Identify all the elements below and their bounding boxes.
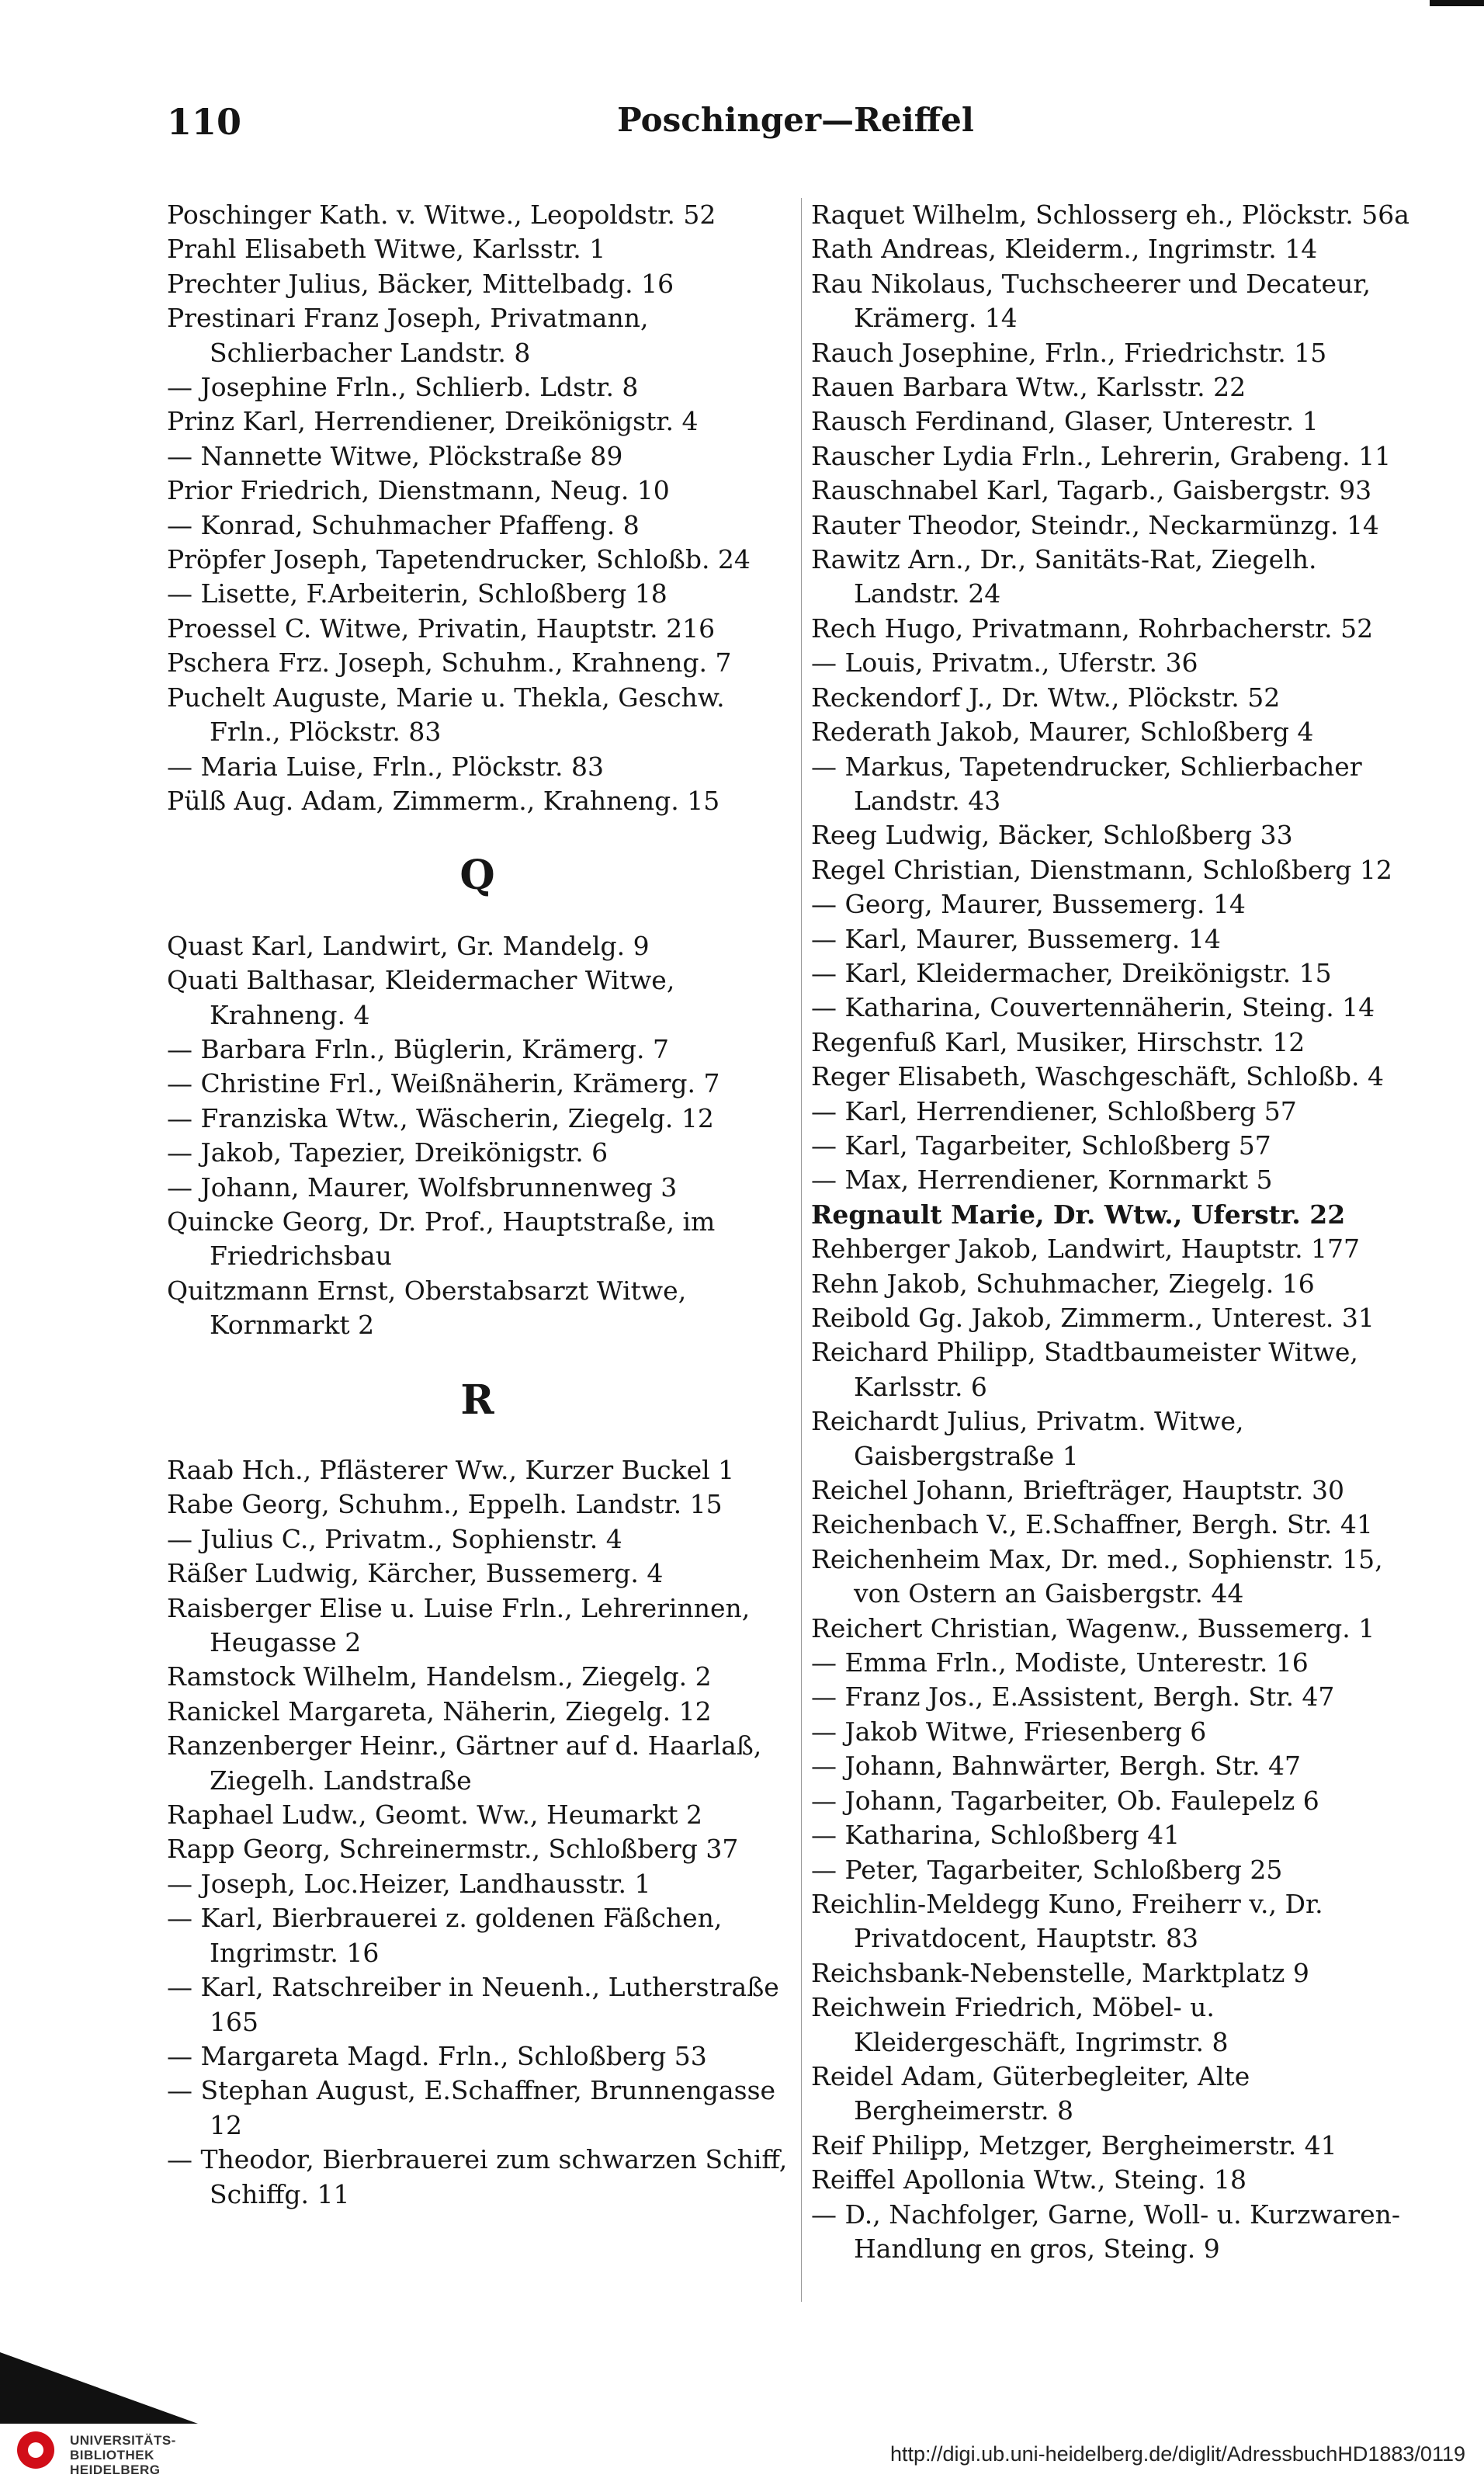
column-divider — [801, 198, 802, 2302]
directory-entry: Rath Andreas, Kleiderm., Ingrimstr. 14 — [811, 234, 1318, 265]
directory-entry: — Julius C., Privatm., Sophienstr. 4 — [167, 1523, 622, 1554]
directory-entry: — Emma Frln., Modiste, Unterestr. 16 — [811, 1647, 1309, 1678]
directory-entry: Quitzmann Ernst, Oberstabsarzt Witwe, Kornmarkt 2 — [167, 1275, 687, 1341]
right-column — [811, 198, 1424, 2266]
directory-entry: Prinz Karl, Herrendiener, Dreikönigstr. 4 — [167, 406, 699, 437]
directory-entry: — Franz Jos., E.Assistent, Bergh. Str. 47 — [811, 1682, 1335, 1713]
directory-entry: Reichard Philipp, Stadtbaumeister Witwe, Karlsstr. 6 — [811, 1337, 1358, 1402]
directory-entry: Rech Hugo, Privatmann, Rohrbacherstr. 52 — [811, 613, 1374, 644]
directory-entry: — Karl, Maurer, Bussemerg. 14 — [811, 923, 1221, 954]
directory-entry: Pülß Aug. Adam, Zimmerm., Krahneng. 15 — [167, 785, 720, 816]
directory-entry: Prior Friedrich, Dienstmann, Neug. 10 — [167, 475, 670, 506]
directory-entry: Rauscher Lydia Frln., Lehrerin, Grabeng. 11 — [811, 440, 1392, 471]
directory-entry: Regel Christian, Dienstmann, Schloßberg 12 — [811, 854, 1392, 885]
directory-entry: — Josephine Frln., Schlierb. Ldstr. 8 — [167, 372, 639, 403]
directory-entry: Quincke Georg, Dr. Prof., Hauptstraße, im Friedrichsbau — [167, 1206, 716, 1272]
directory-entry: Reichenbach V., E.Schaffner, Bergh. Str. 41 — [811, 1509, 1373, 1540]
directory-entry: Regenfuß Karl, Musiker, Hirschstr. 12 — [811, 1026, 1305, 1057]
scan-corner-mark — [1430, 0, 1484, 6]
directory-entry: Reeg Ludwig, Bäcker, Schloßberg 33 — [811, 820, 1293, 851]
directory-entry: — Louis, Privatm., Uferstr. 36 — [811, 647, 1198, 679]
page-header — [167, 101, 1424, 171]
directory-entry: — Maria Luise, Frln., Plöckstr. 83 — [167, 751, 604, 782]
library-name-line: UNIVERSITÄTS- — [70, 2433, 176, 2448]
directory-entry: — Georg, Maurer, Bussemerg. 14 — [811, 889, 1246, 920]
directory-entry: Reichenheim Max, Dr. med., Sophienstr. 15, von Ostern an Gaisbergstr. 44 — [811, 1543, 1383, 1609]
directory-entry: Reckendorf J., Dr. Wtw., Plöckstr. 52 — [811, 682, 1281, 713]
directory-entry: — Konrad, Schuhmacher Pfaffeng. 8 — [167, 509, 640, 540]
directory-entry: — Max, Herrendiener, Kornmarkt 5 — [811, 1164, 1273, 1196]
directory-entry: — Lisette, F.Arbeiterin, Schloßberg 18 — [167, 578, 667, 609]
directory-entry: — Peter, Tagarbeiter, Schloßberg 25 — [811, 1854, 1283, 1885]
directory-entry: Rawitz Arn., Dr., Sanitäts-Rat, Ziegelh. Landstr. 24 — [811, 544, 1317, 609]
directory-entry: Räßer Ludwig, Kärcher, Bussemerg. 4 — [167, 1558, 664, 1589]
directory-entry: Quati Balthasar, Kleidermacher Witwe, Krahneng. 4 — [167, 965, 675, 1030]
directory-entry: Rauter Theodor, Steindr., Neckarmünzg. 14 — [811, 509, 1379, 540]
directory-entry: Poschinger Kath. v. Witwe., Leopoldstr. 52 — [167, 200, 716, 230]
directory-entry: — Johann, Maurer, Wolfsbrunnenweg 3 — [167, 1171, 678, 1203]
directory-entry: — Johann, Bahnwärter, Bergh. Str. 47 — [811, 1751, 1301, 1782]
page-footer — [0, 2352, 1484, 2485]
directory-entry: Ranzenberger Heinr., Gärtner auf d. Haarlaß, Ziegelh. Landstraße — [167, 1730, 762, 1796]
directory-entry: — Barbara Frln., Büglerin, Krämerg. 7 — [167, 1033, 669, 1064]
directory-entry: — Theodor, Bierbrauerei zum schwarzen Schiff, Schiffg. 11 — [167, 2144, 788, 2209]
directory-entry: — Stephan August, E.Schaffner, Brunnengasse 12 — [167, 2075, 776, 2140]
directory-entry: Raquet Wilhelm, Schlosserg eh., Plöckstr. 56a — [811, 200, 1409, 230]
left-column — [167, 198, 788, 2212]
directory-entry: Pschera Frz. Joseph, Schuhm., Krahneng. 7 — [167, 647, 732, 679]
directory-entry: Prahl Elisabeth Witwe, Karlsstr. 1 — [167, 234, 606, 265]
directory-entry: — Joseph, Loc.Heizer, Landhausstr. 1 — [167, 1868, 651, 1899]
directory-entry: Rapp Georg, Schreinermstr., Schloßberg 37 — [167, 1834, 739, 1865]
directory-entry: — Christine Frl., Weißnäherin, Krämerg. 7 — [167, 1068, 720, 1099]
directory-entry: — Karl, Ratschreiber in Neuenh., Lutherstraße 165 — [167, 1972, 779, 2037]
directory-entry: Prestinari Franz Joseph, Privatmann, Schlierbacher Landstr. 8 — [167, 303, 649, 368]
directory-entry: Reidel Adam, Güterbegleiter, Alte Bergheimerstr. 8 — [811, 2060, 1250, 2126]
directory-entry: Rehberger Jakob, Landwirt, Hauptstr. 177 — [811, 1234, 1361, 1265]
directory-entry: Ranickel Margareta, Näherin, Ziegelg. 12 — [167, 1695, 712, 1727]
directory-entry: Prechter Julius, Bäcker, Mittelbadg. 16 — [167, 268, 674, 299]
directory-entry: — Franziska Wtw., Wäscherin, Ziegelg. 12 — [167, 1102, 714, 1133]
directory-entry: — Karl, Tagarbeiter, Schloßberg 57 — [811, 1130, 1271, 1161]
directory-entry: — Karl, Kleidermacher, Dreikönigstr. 15 — [811, 957, 1332, 988]
directory-entry: — Jakob Witwe, Friesenberg 6 — [811, 1716, 1207, 1747]
directory-entry: Raphael Ludw., Geomt. Ww., Heumarkt 2 — [167, 1800, 703, 1831]
directory-entry: Reiffel Apollonia Wtw., Steing. 18 — [811, 2164, 1246, 2195]
directory-entry: — Markus, Tapetendrucker, Schlierbacher Landstr. 43 — [811, 751, 1362, 816]
directory-entry: Rauen Barbara Wtw., Karlsstr. 22 — [811, 372, 1246, 403]
source-url-link[interactable]: http://digi.ub.uni-heidelberg.de/diglit/AdressbuchHD1883/0119 — [890, 2442, 1465, 2466]
directory-entry: — Nannette Witwe, Plöckstraße 89 — [167, 440, 623, 471]
library-name-line: BIBLIOTHEK — [70, 2448, 154, 2462]
directory-entry: Rausch Ferdinand, Glaser, Unterestr. 1 — [811, 406, 1319, 437]
directory-entry: Rauch Josephine, Frln., Friedrichstr. 15 — [811, 337, 1327, 368]
directory-entry: — Katharina, Couvertennäherin, Steing. 14 — [811, 992, 1375, 1023]
directory-entry: Pröpfer Joseph, Tapetendrucker, Schloßb. 24 — [167, 544, 751, 575]
directory-entry: Reichlin-Meldegg Kuno, Freiherr v., Dr. Privatdocent, Hauptstr. 83 — [811, 1888, 1323, 1954]
running-title: Poschinger—Reiffel — [617, 101, 974, 139]
page-number: 110 — [167, 101, 242, 143]
directory-entry: Reichardt Julius, Privatm. Witwe, Gaisbergstraße 1 — [811, 1406, 1244, 1471]
directory-entry: — D., Nachfolger, Garne, Woll- u. Kurzwaren-Handlung en gros, Steing. 9 — [811, 2199, 1401, 2264]
directory-entry: Reichwein Friedrich, Möbel- u. Kleidergeschäft, Ingrimstr. 8 — [811, 1992, 1229, 2057]
directory-entry: — Karl, Herrendiener, Schloßberg 57 — [811, 1095, 1297, 1126]
directory-entry: Rehn Jakob, Schuhmacher, Ziegelg. 16 — [811, 1268, 1315, 1299]
directory-entry: Ramstock Wilhelm, Handelsm., Ziegelg. 2 — [167, 1661, 712, 1692]
directory-entry: — Karl, Bierbrauerei z. goldenen Fäßchen, Ingrimstr. 16 — [167, 1903, 723, 1968]
library-logo-icon — [17, 2431, 54, 2469]
directory-entry: Proessel C. Witwe, Privatin, Hauptstr. 216 — [167, 613, 716, 644]
directory-entry: Quast Karl, Landwirt, Gr. Mandelg. 9 — [167, 930, 650, 961]
section-letter: R — [460, 1376, 494, 1424]
directory-entry: — Katharina, Schloßberg 41 — [811, 1820, 1181, 1851]
directory-entry: — Jakob, Tapezier, Dreikönigstr. 6 — [167, 1137, 609, 1168]
directory-entry: Rabe Georg, Schuhm., Eppelh. Landstr. 15 — [167, 1489, 723, 1520]
directory-entry: Rauschnabel Karl, Tagarb., Gaisbergstr. 93 — [811, 475, 1372, 506]
directory-entry: Reibold Gg. Jakob, Zimmerm., Unterest. 31 — [811, 1303, 1375, 1333]
scan-corner-wedge — [0, 2352, 198, 2424]
directory-entry: Rederath Jakob, Maurer, Schloßberg 4 — [811, 717, 1314, 748]
directory-entry: Reichert Christian, Wagenw., Bussemerg. 1 — [811, 1612, 1375, 1643]
library-name-line: HEIDELBERG — [70, 2462, 161, 2477]
directory-entry: — Johann, Tagarbeiter, Ob. Faulepelz 6 — [811, 1785, 1319, 1816]
directory-entry: Reichel Johann, Briefträger, Hauptstr. 30 — [811, 1475, 1344, 1506]
directory-entry: Puchelt Auguste, Marie u. Thekla, Geschw. Frln., Plöckstr. 83 — [167, 682, 725, 748]
directory-entry: Reif Philipp, Metzger, Bergheimerstr. 41 — [811, 2129, 1337, 2160]
directory-entry: Reger Elisabeth, Waschgeschäft, Schloßb. 4 — [811, 1061, 1385, 1092]
directory-entry: Raisberger Elise u. Luise Frln., Lehrerinnen, Heugasse 2 — [167, 1592, 751, 1658]
section-letter: Q — [459, 852, 495, 900]
directory-entry: — Margareta Magd. Frln., Schloßberg 53 — [167, 2040, 707, 2071]
directory-entry: Rau Nikolaus, Tuchscheerer und Decateur, Krämerg. 14 — [811, 268, 1371, 334]
library-name — [70, 2433, 176, 2477]
directory-entry: Reichsbank-Nebenstelle, Marktplatz 9 — [811, 1957, 1309, 1988]
directory-entry: Raab Hch., Pflästerer Ww., Kurzer Buckel 1 — [167, 1455, 735, 1485]
directory-entry: Regnault Marie, Dr. Wtw., Uferstr. 22 — [811, 1199, 1346, 1230]
